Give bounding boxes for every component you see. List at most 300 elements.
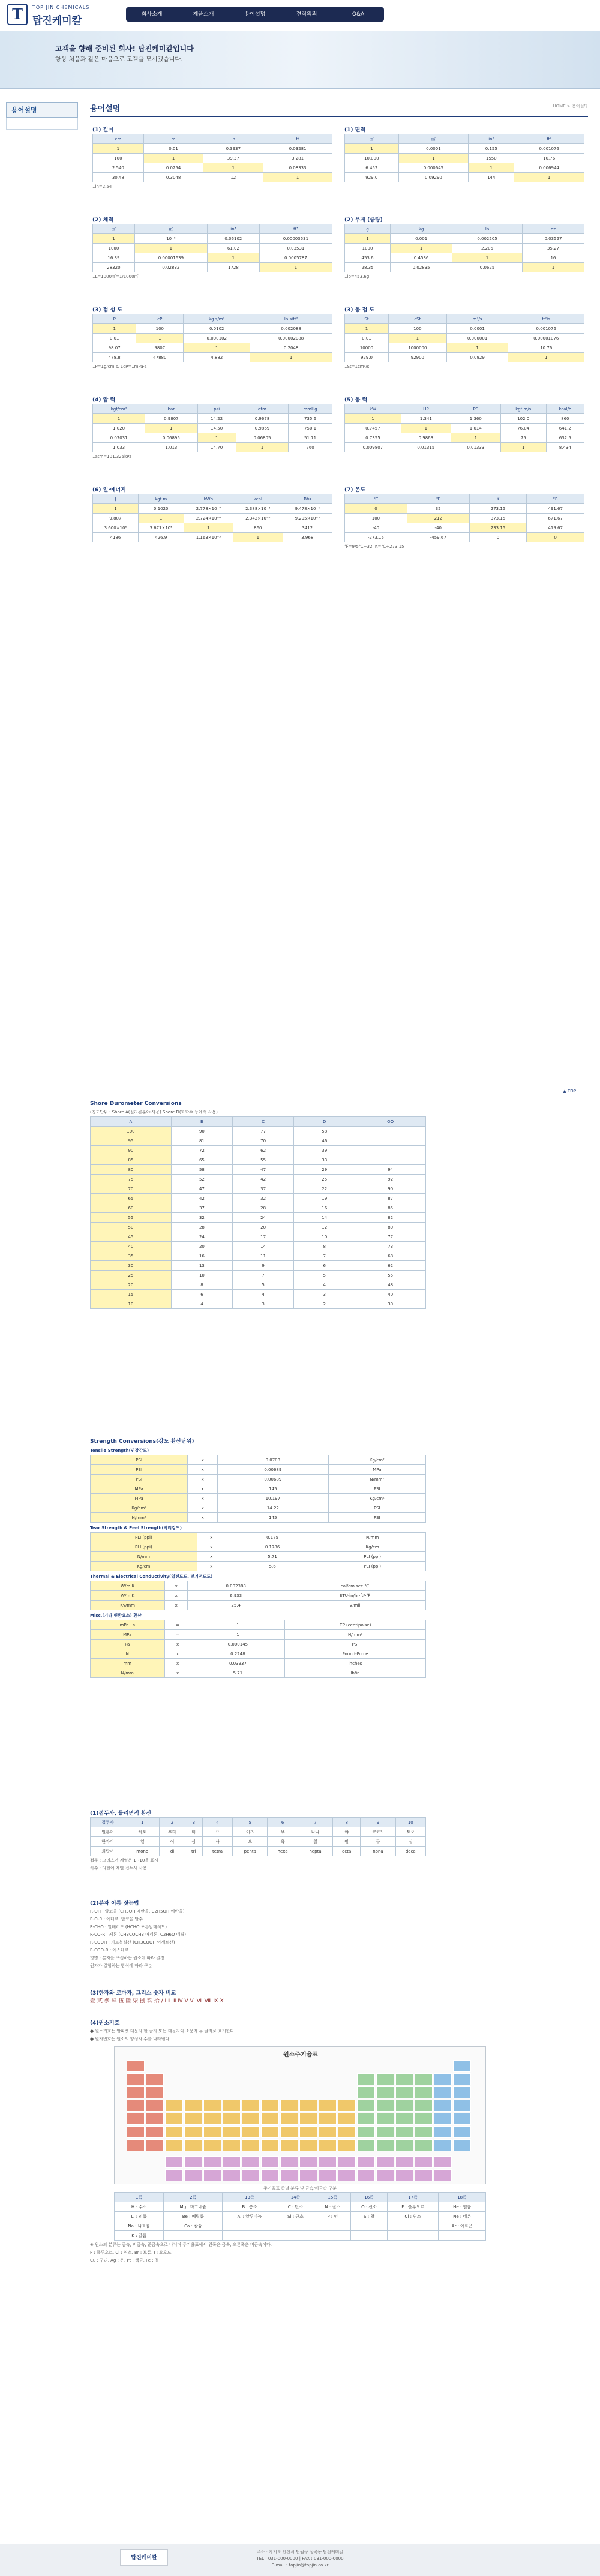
table-row bbox=[91, 1818, 426, 1827]
table-cell: 1000 bbox=[93, 244, 135, 253]
element-cell bbox=[415, 2169, 433, 2181]
table-cell: -40 bbox=[345, 523, 407, 533]
table-cell: tri bbox=[185, 1847, 202, 1856]
logo-english: TOP JIN CHEMICALS bbox=[32, 5, 90, 10]
table-cell: 5.71 bbox=[191, 1668, 284, 1678]
unit-block bbox=[92, 125, 332, 190]
element-cell bbox=[184, 2139, 202, 2151]
element-cell bbox=[127, 2073, 145, 2085]
table-cell: 25.4 bbox=[188, 1601, 284, 1610]
table-cell: Be : 베릴륨 bbox=[164, 2212, 223, 2221]
table-row bbox=[93, 533, 332, 542]
table-cell: 0.00001076 bbox=[508, 334, 584, 343]
table-cell: MPa bbox=[328, 1465, 425, 1475]
table-cell: 1 bbox=[191, 1620, 284, 1630]
table-cell: 1000000 bbox=[388, 343, 446, 353]
table-cell: 24 bbox=[233, 1213, 294, 1223]
table-cell: 0.2248 bbox=[191, 1649, 284, 1659]
table-cell: 0.01 bbox=[93, 334, 136, 343]
table-cell: 90 bbox=[355, 1184, 426, 1194]
unit-note: 1St=1cm²/s bbox=[344, 364, 370, 369]
table-cell: 14족 bbox=[277, 2193, 314, 2202]
table-cell: 1 bbox=[446, 343, 508, 353]
table-cell: 1 bbox=[345, 234, 391, 244]
table-cell: 55 bbox=[91, 1213, 172, 1223]
element-cell bbox=[184, 2126, 202, 2138]
table-cell: 6 bbox=[268, 1818, 298, 1827]
table-cell: 47880 bbox=[136, 353, 184, 362]
nav-item[interactable]: 회사소개 bbox=[141, 11, 163, 17]
table-row bbox=[91, 1194, 426, 1203]
table-cell: 28 bbox=[233, 1203, 294, 1213]
element-cell bbox=[184, 2113, 202, 2125]
table-cell: 491.67 bbox=[527, 504, 584, 514]
table-cell: 60 bbox=[91, 1203, 172, 1213]
table-cell: cal/cm·sec·℃ bbox=[284, 1581, 425, 1591]
table-cell: 0.01333 bbox=[451, 443, 500, 452]
table-cell bbox=[355, 1127, 426, 1136]
nav-item[interactable]: 견적의뢰 bbox=[296, 11, 317, 17]
unit-block bbox=[344, 125, 584, 182]
element-cell bbox=[415, 2086, 433, 2098]
table-cell: 419.67 bbox=[527, 523, 584, 533]
element-cell bbox=[453, 2086, 471, 2098]
table-cell: Ar : 아르곤 bbox=[439, 2221, 486, 2231]
element-cell bbox=[299, 2100, 317, 2112]
table-cell: 28.35 bbox=[345, 263, 391, 272]
element-cell bbox=[127, 2139, 145, 2151]
element-cell bbox=[338, 2139, 356, 2151]
table-cell: PSI bbox=[91, 1475, 188, 1484]
table-cell: 1 bbox=[197, 433, 236, 443]
table-cell: 48 bbox=[355, 1280, 426, 1290]
table-cell: 1 bbox=[451, 433, 500, 443]
table-cell: 426.9 bbox=[138, 533, 184, 542]
table-cell: Mg : 마그네슘 bbox=[164, 2202, 223, 2212]
element-cell bbox=[261, 2156, 279, 2168]
element-cell bbox=[319, 2139, 337, 2151]
table-cell: 39 bbox=[294, 1146, 355, 1155]
table-cell: 1 bbox=[207, 253, 259, 263]
table-cell: 1 bbox=[93, 414, 145, 424]
table-cell: 25 bbox=[91, 1271, 172, 1280]
table-cell: 10 bbox=[395, 1818, 425, 1827]
table-cell: 75 bbox=[91, 1175, 172, 1184]
table-cell: 641.2 bbox=[546, 424, 584, 433]
table-cell: 1.013 bbox=[145, 443, 197, 452]
table-row bbox=[91, 1251, 426, 1261]
table-cell: Kv/mm bbox=[91, 1601, 165, 1610]
table-cell: 2.724×10⁻⁶ bbox=[184, 514, 233, 523]
table-cell: 1 bbox=[345, 414, 401, 424]
table-cell: 14 bbox=[233, 1242, 294, 1251]
table-row bbox=[345, 234, 584, 244]
table-cell: W/m·K bbox=[91, 1591, 165, 1601]
element-cell bbox=[299, 2169, 317, 2181]
table-cell: kgf·m bbox=[138, 494, 184, 504]
table-cell: 95 bbox=[91, 1136, 172, 1146]
table-cell: 3.671×10⁵ bbox=[138, 523, 184, 533]
section-note: 접두 : 그리스어 계열은 1~10을 표시 bbox=[90, 1858, 158, 1863]
table-cell: 1 bbox=[391, 244, 452, 253]
table-cell: ℉ bbox=[407, 494, 469, 504]
table-cell bbox=[439, 2231, 486, 2241]
breadcrumb: HOME > 용어설명 bbox=[553, 104, 588, 109]
unit-title: (6) 일·에너지 bbox=[92, 487, 126, 493]
element-cell bbox=[434, 2113, 452, 2125]
table-cell: 15족 bbox=[314, 2193, 351, 2202]
table-cell: m bbox=[143, 134, 203, 144]
table-cell: kcal/h bbox=[546, 404, 584, 414]
table-cell: 16.39 bbox=[93, 253, 135, 263]
table-row bbox=[115, 2202, 486, 2212]
table-cell: 0.002205 bbox=[452, 234, 523, 244]
periodic-caption: 주기율표 족별 분류 및 금속/비금속 구분 bbox=[263, 2186, 337, 2191]
table-cell: Kg/cm² bbox=[328, 1494, 425, 1503]
table-cell: 1족 bbox=[115, 2193, 164, 2202]
table-row bbox=[93, 234, 332, 244]
table-row bbox=[91, 1659, 426, 1668]
table-cell: 1 bbox=[125, 1818, 160, 1827]
table-cell: Pound-Force bbox=[285, 1649, 426, 1659]
table-cell: 1 bbox=[136, 334, 184, 343]
table-cell bbox=[355, 1155, 426, 1165]
periodic-note: ● 원자번호는 원소의 양성자 수를 나타낸다. bbox=[90, 2037, 171, 2041]
table-cell: 1 bbox=[143, 154, 203, 163]
top-link[interactable]: ▲ TOP bbox=[563, 1089, 576, 1094]
table-cell: 사 bbox=[202, 1837, 233, 1847]
table-row bbox=[93, 443, 332, 452]
table-cell: 10 bbox=[171, 1271, 232, 1280]
table-cell: 61.02 bbox=[207, 244, 259, 253]
element-cell bbox=[242, 2100, 260, 2112]
table-cell: 90 bbox=[91, 1146, 172, 1155]
table-cell: ℃ bbox=[345, 494, 407, 504]
unit-table bbox=[92, 224, 332, 272]
element-cell bbox=[280, 2113, 298, 2125]
table-row bbox=[91, 1175, 426, 1184]
table-cell bbox=[164, 2231, 223, 2241]
footer-address: 주소 : 경기도 안산시 단원구 성곡동 탑진케미칼 bbox=[256, 2550, 344, 2554]
table-cell: 칠 bbox=[298, 1837, 333, 1847]
table-cell: Kg/cm² bbox=[91, 1503, 188, 1513]
table-cell: 3.281 bbox=[263, 154, 332, 163]
element-cell bbox=[299, 2126, 317, 2138]
table-cell: CP (centipoise) bbox=[285, 1620, 426, 1630]
roman-numerals: 壹 貳 參 肆 伍 陸 柒 捌 玖 拾 / Ⅰ Ⅱ Ⅲ Ⅳ Ⅴ Ⅵ Ⅶ Ⅷ Ⅸ Ⅹ bbox=[90, 1998, 224, 2004]
table-cell: 0.03937 bbox=[191, 1659, 284, 1668]
unit-note: 1lb=453.6g bbox=[344, 274, 370, 279]
table-cell: 0.0929 bbox=[446, 353, 508, 362]
table-cell: N/mm bbox=[91, 1552, 197, 1562]
element-cell bbox=[184, 2169, 202, 2181]
table-cell: nona bbox=[361, 1847, 395, 1856]
table-cell: 750.1 bbox=[289, 424, 332, 433]
table-cell: 81 bbox=[171, 1136, 232, 1146]
element-cell bbox=[415, 2113, 433, 2125]
table-cell: 2.342×10⁻³ bbox=[233, 514, 283, 523]
table-cell: 0 bbox=[345, 504, 407, 514]
section-title: (4)원소기호 bbox=[90, 2020, 120, 2026]
table-cell: PSI bbox=[285, 1640, 426, 1649]
table-cell: 2.778×10⁻⁷ bbox=[184, 504, 233, 514]
table-cell: 3 bbox=[294, 1290, 355, 1299]
periodic-footnote: F : 플루오르, Cl : 염소, Br : 브롬, I : 요오드 bbox=[90, 2250, 172, 2255]
element-cell bbox=[242, 2139, 260, 2151]
table-cell: Ca : 칼슘 bbox=[164, 2221, 223, 2231]
table-cell: 0.08333 bbox=[263, 163, 332, 173]
table-row bbox=[93, 433, 332, 443]
table-cell: He : 헬륨 bbox=[439, 2202, 486, 2212]
table-cell: 47 bbox=[171, 1184, 232, 1194]
table-cell: P : 인 bbox=[314, 2212, 351, 2221]
table-cell: 50 bbox=[91, 1223, 172, 1232]
table-cell: x bbox=[164, 1649, 191, 1659]
element-cell bbox=[223, 2156, 241, 2168]
element-cell bbox=[280, 2169, 298, 2181]
table-cell: Ne : 네온 bbox=[439, 2212, 486, 2221]
bond-line: R-COOH : 카르복실산 (CH3COOH 아세트산) bbox=[90, 1940, 175, 1945]
table-cell: 70 bbox=[91, 1184, 172, 1194]
table-cell: 18족 bbox=[439, 2193, 486, 2202]
bond-line: R-CO-R : 케톤 (CH3COCH3 아세톤, C2H6O 에틸) bbox=[90, 1932, 186, 1937]
table-row bbox=[345, 144, 584, 154]
table-cell: 구 bbox=[361, 1837, 395, 1847]
table-cell: 85 bbox=[355, 1203, 426, 1213]
nav-item[interactable]: 제품소개 bbox=[193, 11, 214, 17]
sidebar bbox=[6, 102, 78, 130]
table-cell: 0.02832 bbox=[134, 263, 207, 272]
table-row bbox=[93, 173, 332, 182]
table-cell: 1728 bbox=[207, 263, 259, 272]
table-row bbox=[345, 224, 584, 234]
section bbox=[90, 1989, 582, 2005]
table-cell: x bbox=[164, 1659, 191, 1668]
element-cell bbox=[223, 2126, 241, 2138]
table-cell: 0.001 bbox=[391, 234, 452, 244]
element-cell bbox=[415, 2073, 433, 2085]
table-row bbox=[91, 1290, 426, 1299]
table-cell: 6.933 bbox=[188, 1591, 284, 1601]
table-row bbox=[93, 504, 332, 514]
table-cell: 68 bbox=[355, 1251, 426, 1261]
table-cell: 3.968 bbox=[283, 533, 332, 542]
nav-item[interactable]: Q&A bbox=[352, 11, 365, 17]
strength-subtitle: Tensile Strength(인장강도) bbox=[90, 1448, 149, 1453]
table-row bbox=[93, 144, 332, 154]
table-cell: mPa · s bbox=[91, 1620, 165, 1630]
bond-line: R-OH : 알코올 (CH3OH 메탄올, C2H5OH 에탄올) bbox=[90, 1909, 185, 1914]
element-cell bbox=[165, 2100, 183, 2112]
table-cell: 0.000001 bbox=[446, 334, 508, 343]
table-cell: 4 bbox=[202, 1818, 233, 1827]
banner-subline: 항상 처음과 같은 마음으로 고객을 모시겠습니다. bbox=[55, 56, 183, 63]
table-cell: x bbox=[188, 1513, 218, 1523]
table-cell: 145 bbox=[218, 1513, 329, 1523]
table-cell: 760 bbox=[289, 443, 332, 452]
element-cell bbox=[453, 2100, 471, 2112]
table-cell: 0.06805 bbox=[236, 433, 288, 443]
table-cell: 1 bbox=[401, 424, 451, 433]
table-cell: Kg/cm bbox=[91, 1562, 197, 1571]
element-cell bbox=[280, 2139, 298, 2151]
table-cell: Btu bbox=[283, 494, 332, 504]
table-cell: hexa bbox=[268, 1847, 298, 1856]
table-cell: MPa bbox=[91, 1494, 188, 1503]
table-cell: 1 bbox=[259, 263, 332, 272]
table-cell: PS bbox=[451, 404, 500, 414]
table-cell: MPa bbox=[91, 1484, 188, 1494]
element-cell bbox=[376, 2126, 394, 2138]
prefix-table bbox=[90, 1817, 426, 1856]
table-cell: = bbox=[164, 1620, 191, 1630]
element-cell bbox=[242, 2156, 260, 2168]
table-cell: 35 bbox=[91, 1251, 172, 1261]
table-cell bbox=[388, 2231, 439, 2241]
table-cell: PLI (ppi) bbox=[91, 1533, 197, 1542]
table-cell: P bbox=[93, 314, 136, 324]
element-cell bbox=[434, 2100, 452, 2112]
table-row bbox=[91, 1223, 426, 1232]
table-cell: x bbox=[188, 1494, 218, 1503]
table-cell: 0.06102 bbox=[207, 234, 259, 244]
element-cell bbox=[223, 2113, 241, 2125]
table-cell: 5 bbox=[233, 1818, 268, 1827]
table-row bbox=[91, 1465, 426, 1475]
table-cell: 0.03531 bbox=[259, 244, 332, 253]
strength-table bbox=[90, 1532, 426, 1571]
hardness-table bbox=[90, 1116, 426, 1309]
table-cell: V/mil bbox=[284, 1601, 425, 1610]
unit-block bbox=[92, 485, 332, 542]
table-cell: ㎥ bbox=[134, 224, 207, 234]
table-cell: 17 bbox=[233, 1232, 294, 1242]
table-cell: 0.3048 bbox=[143, 173, 203, 182]
sidebar-title[interactable]: 용어설명 bbox=[6, 102, 78, 118]
section-title: Shore Durometer Conversions bbox=[90, 1101, 182, 1107]
table-cell: 37 bbox=[233, 1184, 294, 1194]
table-cell: J bbox=[93, 494, 139, 504]
table-cell: 100 bbox=[345, 514, 407, 523]
table-cell: 9 bbox=[361, 1818, 395, 1827]
table-cell bbox=[351, 2231, 388, 2241]
element-cell bbox=[415, 2100, 433, 2112]
company-logo[interactable] bbox=[7, 4, 103, 28]
table-cell: 5 bbox=[294, 1271, 355, 1280]
table-cell: 4 bbox=[233, 1290, 294, 1299]
table-cell: 98.07 bbox=[93, 343, 136, 353]
table-row bbox=[345, 353, 584, 362]
element-cell bbox=[357, 2169, 375, 2181]
section bbox=[90, 1101, 582, 1309]
table-cell: ㎡ bbox=[398, 134, 469, 144]
table-row bbox=[345, 433, 584, 443]
table-cell: 55 bbox=[233, 1155, 294, 1165]
table-cell: 51.71 bbox=[289, 433, 332, 443]
table-cell: 이츠 bbox=[233, 1827, 268, 1837]
unit-block bbox=[92, 215, 332, 280]
table-cell: 야 bbox=[333, 1827, 361, 1837]
element-cell bbox=[146, 2139, 164, 2151]
nav-item[interactable]: 용어설명 bbox=[244, 11, 266, 17]
table-cell: 0.7355 bbox=[345, 433, 401, 443]
table-row bbox=[93, 414, 332, 424]
element-cell bbox=[376, 2139, 394, 2151]
unit-table bbox=[92, 134, 332, 182]
element-cell bbox=[261, 2139, 279, 2151]
table-row bbox=[91, 1640, 426, 1649]
element-cell bbox=[165, 2126, 183, 2138]
table-cell: tetra bbox=[202, 1847, 233, 1856]
table-cell: 3.600×10⁶ bbox=[93, 523, 139, 533]
bond-line: R-O-R : 에테르, 알코올 탈수 bbox=[90, 1917, 143, 1922]
table-cell: 13족 bbox=[223, 2193, 277, 2202]
table-cell: K bbox=[469, 494, 527, 504]
table-row bbox=[91, 1562, 426, 1571]
table-cell: 1.360 bbox=[451, 414, 500, 424]
table-cell: 46 bbox=[294, 1136, 355, 1146]
table-row bbox=[345, 494, 584, 504]
table-row bbox=[345, 173, 584, 182]
table-cell: inches bbox=[285, 1659, 426, 1668]
element-cell bbox=[127, 2100, 145, 2112]
table-cell: 10.76 bbox=[508, 343, 584, 353]
table-row bbox=[91, 1601, 426, 1610]
element-cell bbox=[395, 2139, 413, 2151]
table-cell: 65 bbox=[91, 1194, 172, 1203]
table-row bbox=[91, 1232, 426, 1242]
element-cell bbox=[395, 2113, 413, 2125]
element-cell bbox=[453, 2139, 471, 2151]
table-cell: 10 bbox=[294, 1232, 355, 1242]
section-note: 차수 : 라틴어 계열 접두사 사용 bbox=[90, 1866, 147, 1871]
table-cell: 100 bbox=[136, 324, 184, 334]
table-cell: oz bbox=[522, 224, 584, 234]
table-cell: 14.70 bbox=[197, 443, 236, 452]
table-cell: 47 bbox=[233, 1165, 294, 1175]
unit-note: 1L=1000㎤=1/1000㎥ bbox=[92, 274, 139, 279]
element-cell bbox=[184, 2156, 202, 2168]
table-cell: 1 bbox=[514, 173, 584, 182]
unit-title: (4) 압 력 bbox=[92, 397, 116, 403]
table-row bbox=[91, 1581, 426, 1591]
element-cell bbox=[357, 2126, 375, 2138]
unit-title: (3) 동 점 도 bbox=[344, 307, 374, 313]
table-cell: PSI bbox=[91, 1465, 188, 1475]
table-cell: 0.01 bbox=[143, 144, 203, 154]
table-cell: Pa bbox=[91, 1640, 165, 1649]
table-cell: 0.009807 bbox=[345, 443, 401, 452]
group-table bbox=[114, 2192, 486, 2241]
element-cell bbox=[146, 2100, 164, 2112]
table-cell: 0 bbox=[527, 533, 584, 542]
table-row bbox=[91, 1649, 426, 1659]
table-cell: S : 황 bbox=[351, 2212, 388, 2221]
table-row bbox=[91, 1271, 426, 1280]
table-cell: BTU·in/hr·ft²·℉ bbox=[284, 1591, 425, 1601]
element-cell bbox=[357, 2139, 375, 2151]
table-cell: hepta bbox=[298, 1847, 333, 1856]
table-cell: 212 bbox=[407, 514, 469, 523]
table-cell: x bbox=[188, 1503, 218, 1513]
element-cell bbox=[338, 2156, 356, 2168]
logo-mark: T bbox=[7, 4, 28, 25]
table-cell: 일 bbox=[125, 1837, 160, 1847]
element-cell bbox=[434, 2139, 452, 2151]
element-cell bbox=[319, 2156, 337, 2168]
table-cell: 1 bbox=[500, 443, 546, 452]
table-cell: 52 bbox=[171, 1175, 232, 1184]
